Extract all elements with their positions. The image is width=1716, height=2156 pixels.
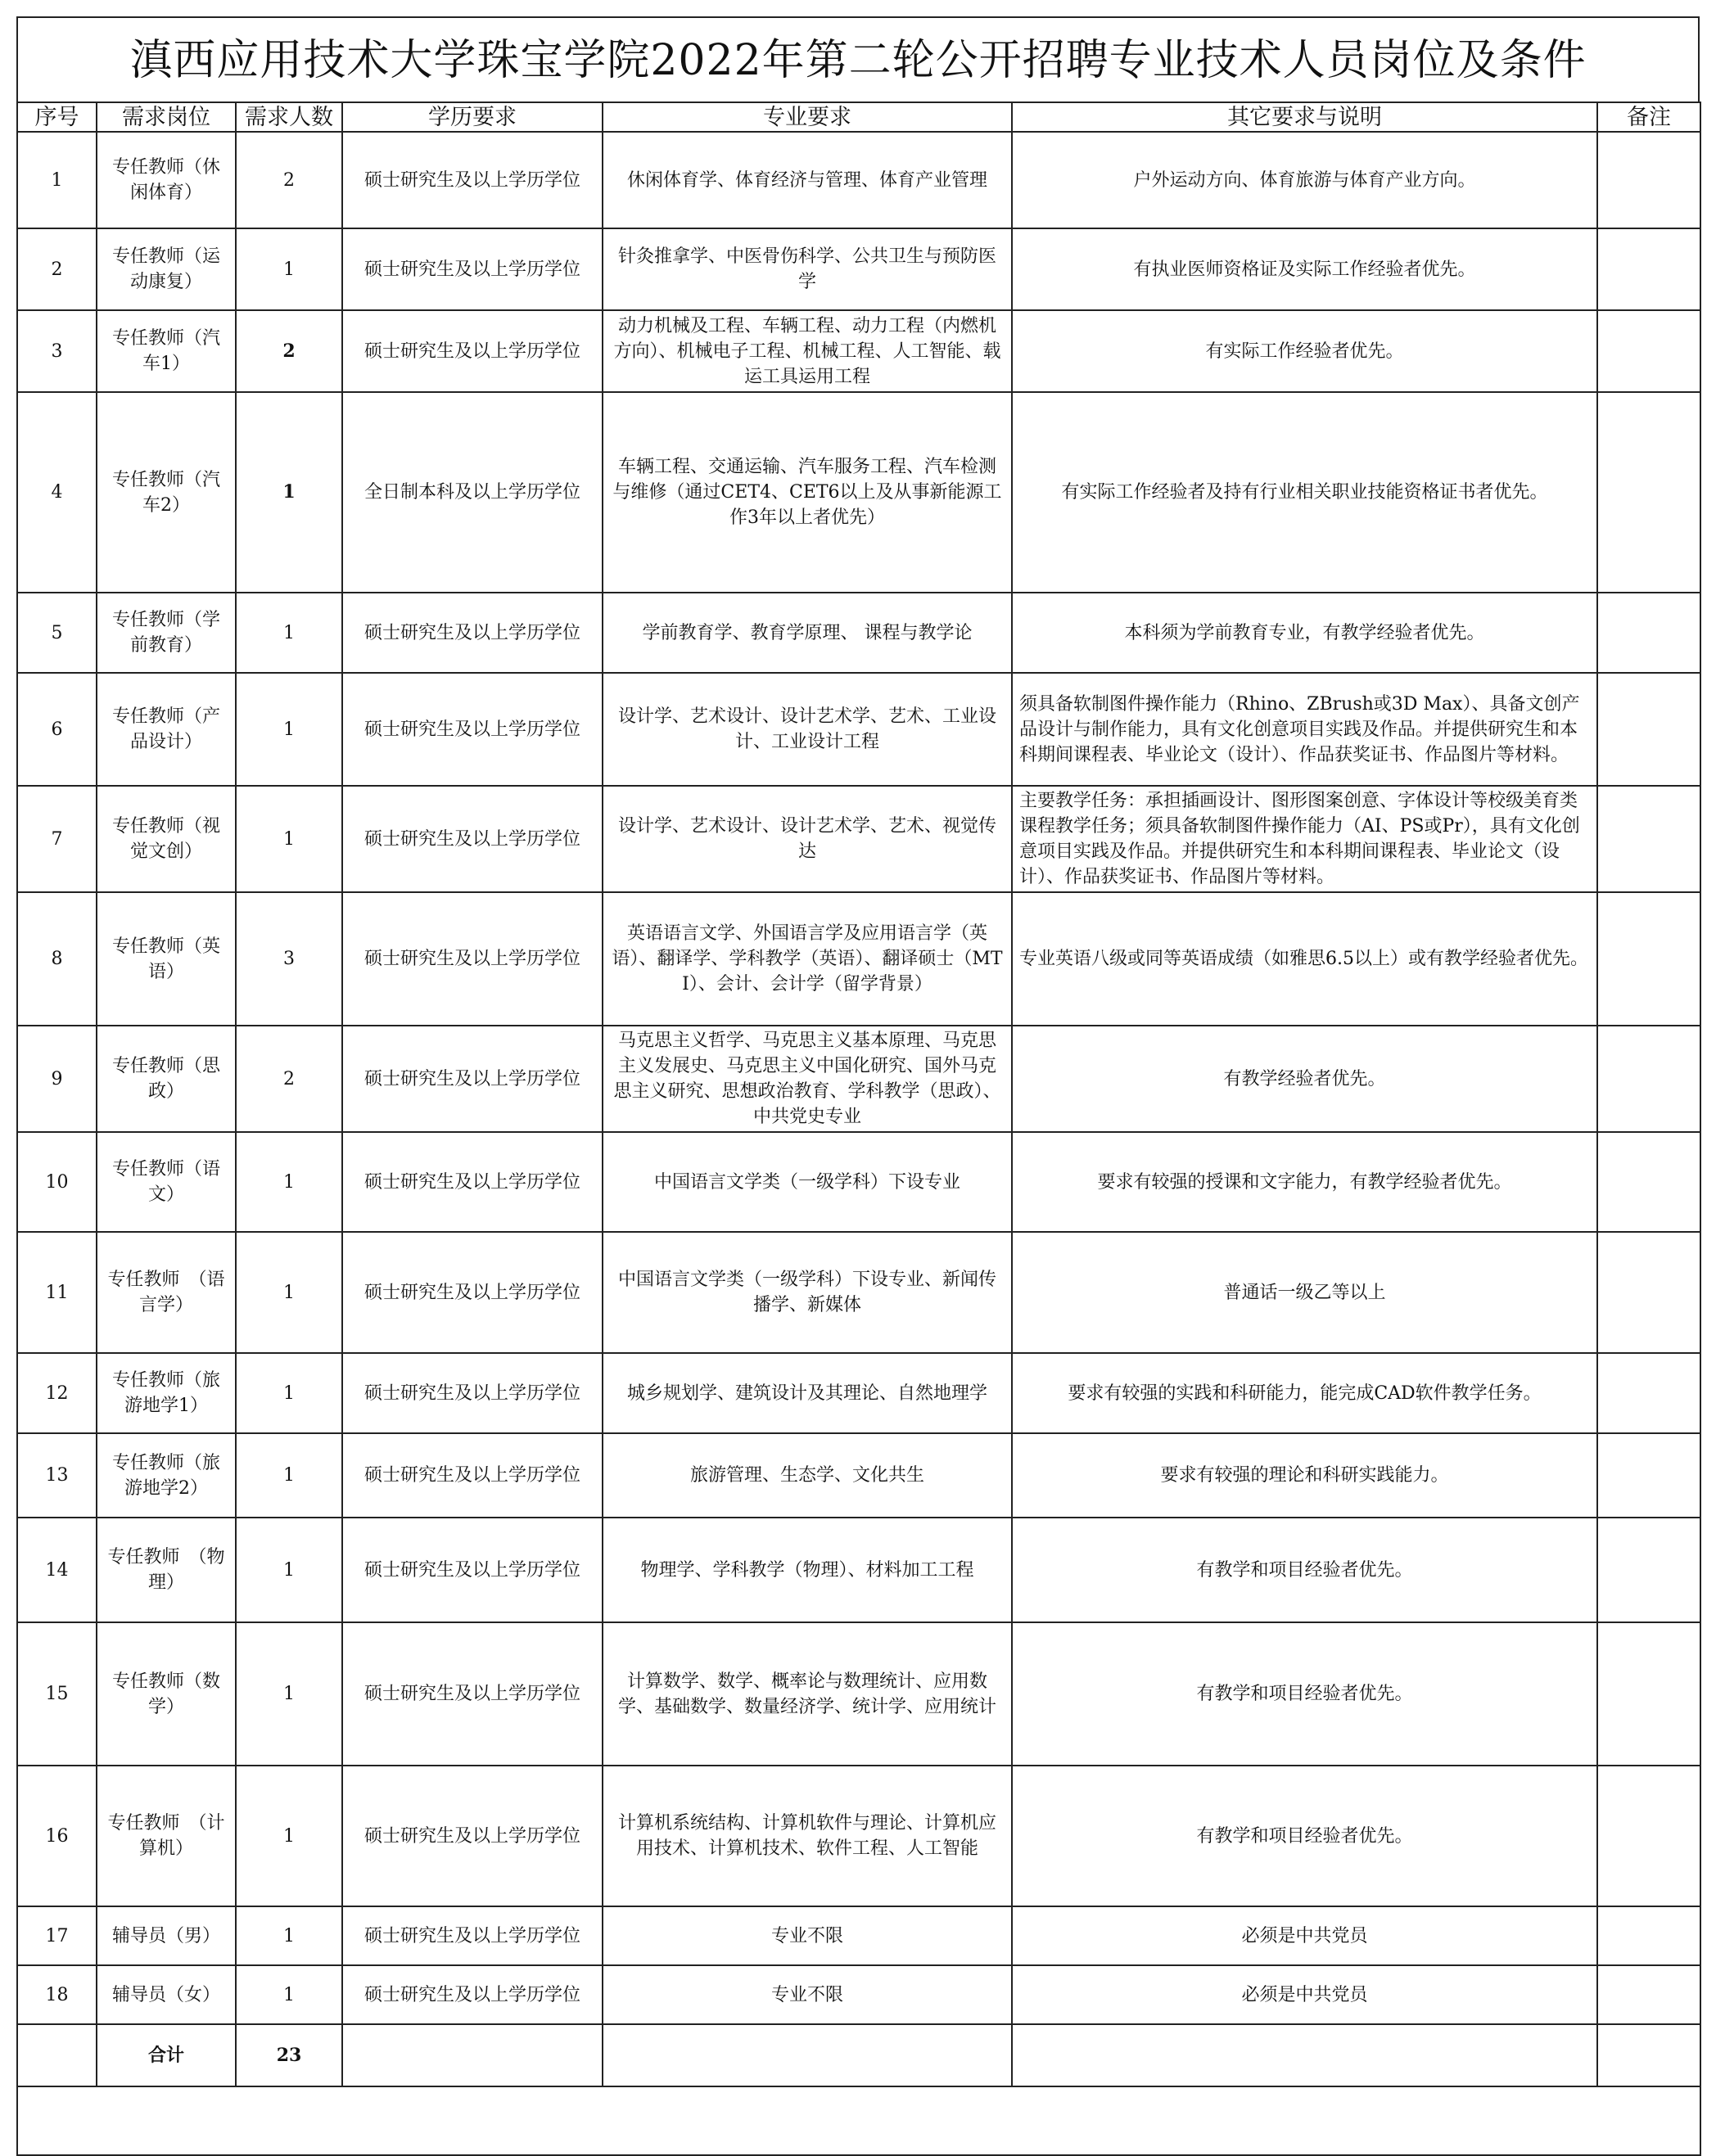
table-row bbox=[17, 892, 1700, 1026]
major-cell: 学前教育学、教育学原理、 课程与教学论 bbox=[603, 593, 1012, 673]
total-empty-cell bbox=[1012, 2024, 1597, 2086]
post-cell: 专任教师（学前教育） bbox=[97, 593, 236, 673]
other-requirements-cell: 主要教学任务：承担插画设计、图形图案创意、字体设计等校级美育类课程教学任务；须具备软制图件操作能力（AI、PS或Pr），具有文化创意项目实践及作品。并提供研究生和本科期间课程表、毕业论文（设计）、作品获奖证书、作品图片等材料。 bbox=[1012, 786, 1597, 892]
major-cell: 动力机械及工程、车辆工程、动力工程（内燃机方向）、机械电子工程、机械工程、人工智能、载运工具运用工程 bbox=[603, 310, 1012, 392]
note-cell bbox=[1597, 310, 1700, 392]
table-row bbox=[17, 1132, 1700, 1232]
major-cell: 马克思主义哲学、马克思主义基本原理、马克思主义发展史、马克思主义中国化研究、国外马克思主义研究、思想政治教育、学科教学（思政）、中共党史专业 bbox=[603, 1026, 1012, 1132]
post-cell: 专任教师（汽车1） bbox=[97, 310, 236, 392]
other-requirements-cell: 有实际工作经验者优先。 bbox=[1012, 310, 1597, 392]
education-cell: 硕士研究生及以上学历学位 bbox=[342, 892, 603, 1026]
total-empty-cell bbox=[1597, 2024, 1700, 2086]
row-number-cell: 9 bbox=[17, 1026, 97, 1132]
table-row bbox=[17, 1622, 1700, 1766]
table-row bbox=[17, 1026, 1700, 1132]
count-cell: 3 bbox=[236, 892, 342, 1026]
note-cell bbox=[1597, 1132, 1700, 1232]
education-cell: 硕士研究生及以上学历学位 bbox=[342, 1026, 603, 1132]
education-cell: 硕士研究生及以上学历学位 bbox=[342, 132, 603, 228]
table-row bbox=[17, 1232, 1700, 1353]
other-requirements-cell: 普通话一级乙等以上 bbox=[1012, 1232, 1597, 1353]
other-requirements-cell: 有实际工作经验者及持有行业相关职业技能资格证书者优先。 bbox=[1012, 392, 1597, 593]
count-cell: 1 bbox=[236, 1232, 342, 1353]
note-cell bbox=[1597, 1906, 1700, 1965]
note-cell bbox=[1597, 1965, 1700, 2024]
row-number-cell: 11 bbox=[17, 1232, 97, 1353]
blank-row bbox=[17, 2086, 1700, 2155]
education-cell: 硕士研究生及以上学历学位 bbox=[342, 1518, 603, 1622]
other-requirements-cell: 要求有较强的实践和科研能力，能完成CAD软件教学任务。 bbox=[1012, 1353, 1597, 1433]
education-cell: 硕士研究生及以上学历学位 bbox=[342, 1622, 603, 1766]
table-row bbox=[17, 1965, 1700, 2024]
major-cell: 旅游管理、生态学、文化共生 bbox=[603, 1433, 1012, 1518]
count-cell: 1 bbox=[236, 1353, 342, 1433]
major-cell: 休闲体育学、体育经济与管理、体育产业管理 bbox=[603, 132, 1012, 228]
note-cell bbox=[1597, 673, 1700, 786]
major-cell: 计算数学、数学、概率论与数理统计、应用数学、基础数学、数量经济学、统计学、应用统计 bbox=[603, 1622, 1012, 1766]
note-cell bbox=[1597, 1026, 1700, 1132]
note-cell bbox=[1597, 132, 1700, 228]
count-cell: 2 bbox=[236, 1026, 342, 1132]
blank-cell bbox=[17, 2086, 1700, 2155]
total-row bbox=[17, 2024, 1700, 2086]
education-cell: 硕士研究生及以上学历学位 bbox=[342, 786, 603, 892]
header-post: 需求岗位 bbox=[97, 102, 236, 132]
other-requirements-cell: 要求有较强的理论和科研实践能力。 bbox=[1012, 1433, 1597, 1518]
count-cell: 1 bbox=[236, 1766, 342, 1906]
education-cell: 硕士研究生及以上学历学位 bbox=[342, 228, 603, 310]
post-cell: 专任教师（思政） bbox=[97, 1026, 236, 1132]
table-body bbox=[17, 132, 1700, 2024]
major-cell: 专业不限 bbox=[603, 1906, 1012, 1965]
major-cell: 针灸推拿学、中医骨伤科学、公共卫生与预防医学 bbox=[603, 228, 1012, 310]
table-row bbox=[17, 1353, 1700, 1433]
note-cell bbox=[1597, 1622, 1700, 1766]
header-count: 需求人数 bbox=[236, 102, 342, 132]
note-cell bbox=[1597, 892, 1700, 1026]
major-cell: 中国语言文学类（一级学科）下设专业 bbox=[603, 1132, 1012, 1232]
row-number-cell: 18 bbox=[17, 1965, 97, 2024]
total-empty-cell bbox=[342, 2024, 603, 2086]
education-cell: 全日制本科及以上学历学位 bbox=[342, 392, 603, 593]
post-cell: 专任教师（英语） bbox=[97, 892, 236, 1026]
note-cell bbox=[1597, 1518, 1700, 1622]
table-row bbox=[17, 1766, 1700, 1906]
row-number-cell: 13 bbox=[17, 1433, 97, 1518]
post-cell: 辅导员（女） bbox=[97, 1965, 236, 2024]
table-row bbox=[17, 1518, 1700, 1622]
post-cell: 专任教师 （计算机） bbox=[97, 1766, 236, 1906]
education-cell: 硕士研究生及以上学历学位 bbox=[342, 1232, 603, 1353]
other-requirements-cell: 有教学和项目经验者优先。 bbox=[1012, 1518, 1597, 1622]
table-row bbox=[17, 132, 1700, 228]
note-cell bbox=[1597, 392, 1700, 593]
post-cell: 专任教师 （语言学） bbox=[97, 1232, 236, 1353]
major-cell: 车辆工程、交通运输、汽车服务工程、汽车检测与维修（通过CET4、CET6以上及从事新能源工作3年以上者优先） bbox=[603, 392, 1012, 593]
other-requirements-cell: 有教学和项目经验者优先。 bbox=[1012, 1766, 1597, 1906]
header-row bbox=[17, 102, 1700, 132]
header-education: 学历要求 bbox=[342, 102, 603, 132]
education-cell: 硕士研究生及以上学历学位 bbox=[342, 1353, 603, 1433]
row-number-cell: 10 bbox=[17, 1132, 97, 1232]
row-number-cell: 2 bbox=[17, 228, 97, 310]
major-cell: 设计学、艺术设计、设计艺术学、艺术、视觉传达 bbox=[603, 786, 1012, 892]
post-cell: 辅导员（男） bbox=[97, 1906, 236, 1965]
note-cell bbox=[1597, 1353, 1700, 1433]
count-cell: 2 bbox=[236, 132, 342, 228]
major-cell: 专业不限 bbox=[603, 1965, 1012, 2024]
row-number-cell: 5 bbox=[17, 593, 97, 673]
row-number-cell: 16 bbox=[17, 1766, 97, 1906]
major-cell: 城乡规划学、建筑设计及其理论、自然地理学 bbox=[603, 1353, 1012, 1433]
header-major: 专业要求 bbox=[603, 102, 1012, 132]
row-number-cell: 17 bbox=[17, 1906, 97, 1965]
page-title: 滇西应用技术大学珠宝学院2022年第二轮公开招聘专业技术人员岗位及条件 bbox=[16, 16, 1700, 101]
other-requirements-cell: 要求有较强的授课和文字能力，有教学经验者优先。 bbox=[1012, 1132, 1597, 1232]
row-number-cell: 7 bbox=[17, 786, 97, 892]
post-cell: 专任教师（旅游地学1） bbox=[97, 1353, 236, 1433]
total-count: 23 bbox=[236, 2024, 342, 2086]
table-row bbox=[17, 673, 1700, 786]
count-cell: 1 bbox=[236, 1965, 342, 2024]
row-number-cell: 12 bbox=[17, 1353, 97, 1433]
major-cell: 计算机系统结构、计算机软件与理论、计算机应用技术、计算机技术、软件工程、人工智能 bbox=[603, 1766, 1012, 1906]
other-requirements-cell: 须具备软制图件操作能力（Rhino、ZBrush或3D Max）、具备文创产品设计与制作能力，具有文化创意项目实践及作品。并提供研究生和本科期间课程表、毕业论文（设计）、作品获奖证书、作品图片等材料。 bbox=[1012, 673, 1597, 786]
other-requirements-cell: 必须是中共党员 bbox=[1012, 1906, 1597, 1965]
note-cell bbox=[1597, 1433, 1700, 1518]
education-cell: 硕士研究生及以上学历学位 bbox=[342, 310, 603, 392]
count-cell: 1 bbox=[236, 1433, 342, 1518]
post-cell: 专任教师（数学） bbox=[97, 1622, 236, 1766]
row-number-cell: 8 bbox=[17, 892, 97, 1026]
other-requirements-cell: 本科须为学前教育专业，有教学经验者优先。 bbox=[1012, 593, 1597, 673]
row-number-cell: 4 bbox=[17, 392, 97, 593]
header-note: 备注 bbox=[1597, 102, 1700, 132]
table-row bbox=[17, 310, 1700, 392]
major-cell: 设计学、艺术设计、设计艺术学、艺术、工业设计、工业设计工程 bbox=[603, 673, 1012, 786]
positions-table bbox=[16, 101, 1701, 2156]
major-cell: 中国语言文学类（一级学科）下设专业、新闻传播学、新媒体 bbox=[603, 1232, 1012, 1353]
education-cell: 硕士研究生及以上学历学位 bbox=[342, 1132, 603, 1232]
post-cell: 专任教师（产品设计） bbox=[97, 673, 236, 786]
other-requirements-cell: 有教学经验者优先。 bbox=[1012, 1026, 1597, 1132]
count-cell: 1 bbox=[236, 392, 342, 593]
total-empty-cell bbox=[603, 2024, 1012, 2086]
post-cell: 专任教师（运动康复） bbox=[97, 228, 236, 310]
other-requirements-cell: 户外运动方向、体育旅游与体育产业方向。 bbox=[1012, 132, 1597, 228]
count-cell: 1 bbox=[236, 786, 342, 892]
count-cell: 2 bbox=[236, 310, 342, 392]
post-cell: 专任教师（旅游地学2） bbox=[97, 1433, 236, 1518]
post-cell: 专任教师（汽车2） bbox=[97, 392, 236, 593]
other-requirements-cell: 有执业医师资格证及实际工作经验者优先。 bbox=[1012, 228, 1597, 310]
note-cell bbox=[1597, 786, 1700, 892]
post-cell: 专任教师（语文） bbox=[97, 1132, 236, 1232]
education-cell: 硕士研究生及以上学历学位 bbox=[342, 1766, 603, 1906]
note-cell bbox=[1597, 1766, 1700, 1906]
count-cell: 1 bbox=[236, 1622, 342, 1766]
education-cell: 硕士研究生及以上学历学位 bbox=[342, 593, 603, 673]
row-number-cell: 14 bbox=[17, 1518, 97, 1622]
other-requirements-cell: 有教学和项目经验者优先。 bbox=[1012, 1622, 1597, 1766]
post-cell: 专任教师（休闲体育） bbox=[97, 132, 236, 228]
table-row bbox=[17, 1433, 1700, 1518]
major-cell: 物理学、学科教学（物理）、材料加工工程 bbox=[603, 1518, 1012, 1622]
row-number-cell: 6 bbox=[17, 673, 97, 786]
education-cell: 硕士研究生及以上学历学位 bbox=[342, 1965, 603, 2024]
count-cell: 1 bbox=[236, 593, 342, 673]
note-cell bbox=[1597, 1232, 1700, 1353]
header-other: 其它要求与说明 bbox=[1012, 102, 1597, 132]
post-cell: 专任教师（视觉文创） bbox=[97, 786, 236, 892]
header-no: 序号 bbox=[17, 102, 97, 132]
education-cell: 硕士研究生及以上学历学位 bbox=[342, 1906, 603, 1965]
note-cell bbox=[1597, 593, 1700, 673]
table-row bbox=[17, 786, 1700, 892]
table-row bbox=[17, 392, 1700, 593]
table-row bbox=[17, 1906, 1700, 1965]
total-label: 合计 bbox=[97, 2024, 236, 2086]
total-empty-cell bbox=[17, 2024, 97, 2086]
count-cell: 1 bbox=[236, 1518, 342, 1622]
row-number-cell: 3 bbox=[17, 310, 97, 392]
education-cell: 硕士研究生及以上学历学位 bbox=[342, 673, 603, 786]
other-requirements-cell: 专业英语八级或同等英语成绩（如雅思6.5以上）或有教学经验者优先。 bbox=[1012, 892, 1597, 1026]
count-cell: 1 bbox=[236, 228, 342, 310]
count-cell: 1 bbox=[236, 1132, 342, 1232]
row-number-cell: 15 bbox=[17, 1622, 97, 1766]
count-cell: 1 bbox=[236, 673, 342, 786]
row-number-cell: 1 bbox=[17, 132, 97, 228]
table-row bbox=[17, 593, 1700, 673]
major-cell: 英语语言文学、外国语言学及应用语言学（英语）、翻译学、学科教学（英语）、翻译硕士（MTI）、会计、会计学（留学背景） bbox=[603, 892, 1012, 1026]
education-cell: 硕士研究生及以上学历学位 bbox=[342, 1433, 603, 1518]
note-cell bbox=[1597, 228, 1700, 310]
post-cell: 专任教师 （物理） bbox=[97, 1518, 236, 1622]
other-requirements-cell: 必须是中共党员 bbox=[1012, 1965, 1597, 2024]
table-row bbox=[17, 228, 1700, 310]
count-cell: 1 bbox=[236, 1906, 342, 1965]
